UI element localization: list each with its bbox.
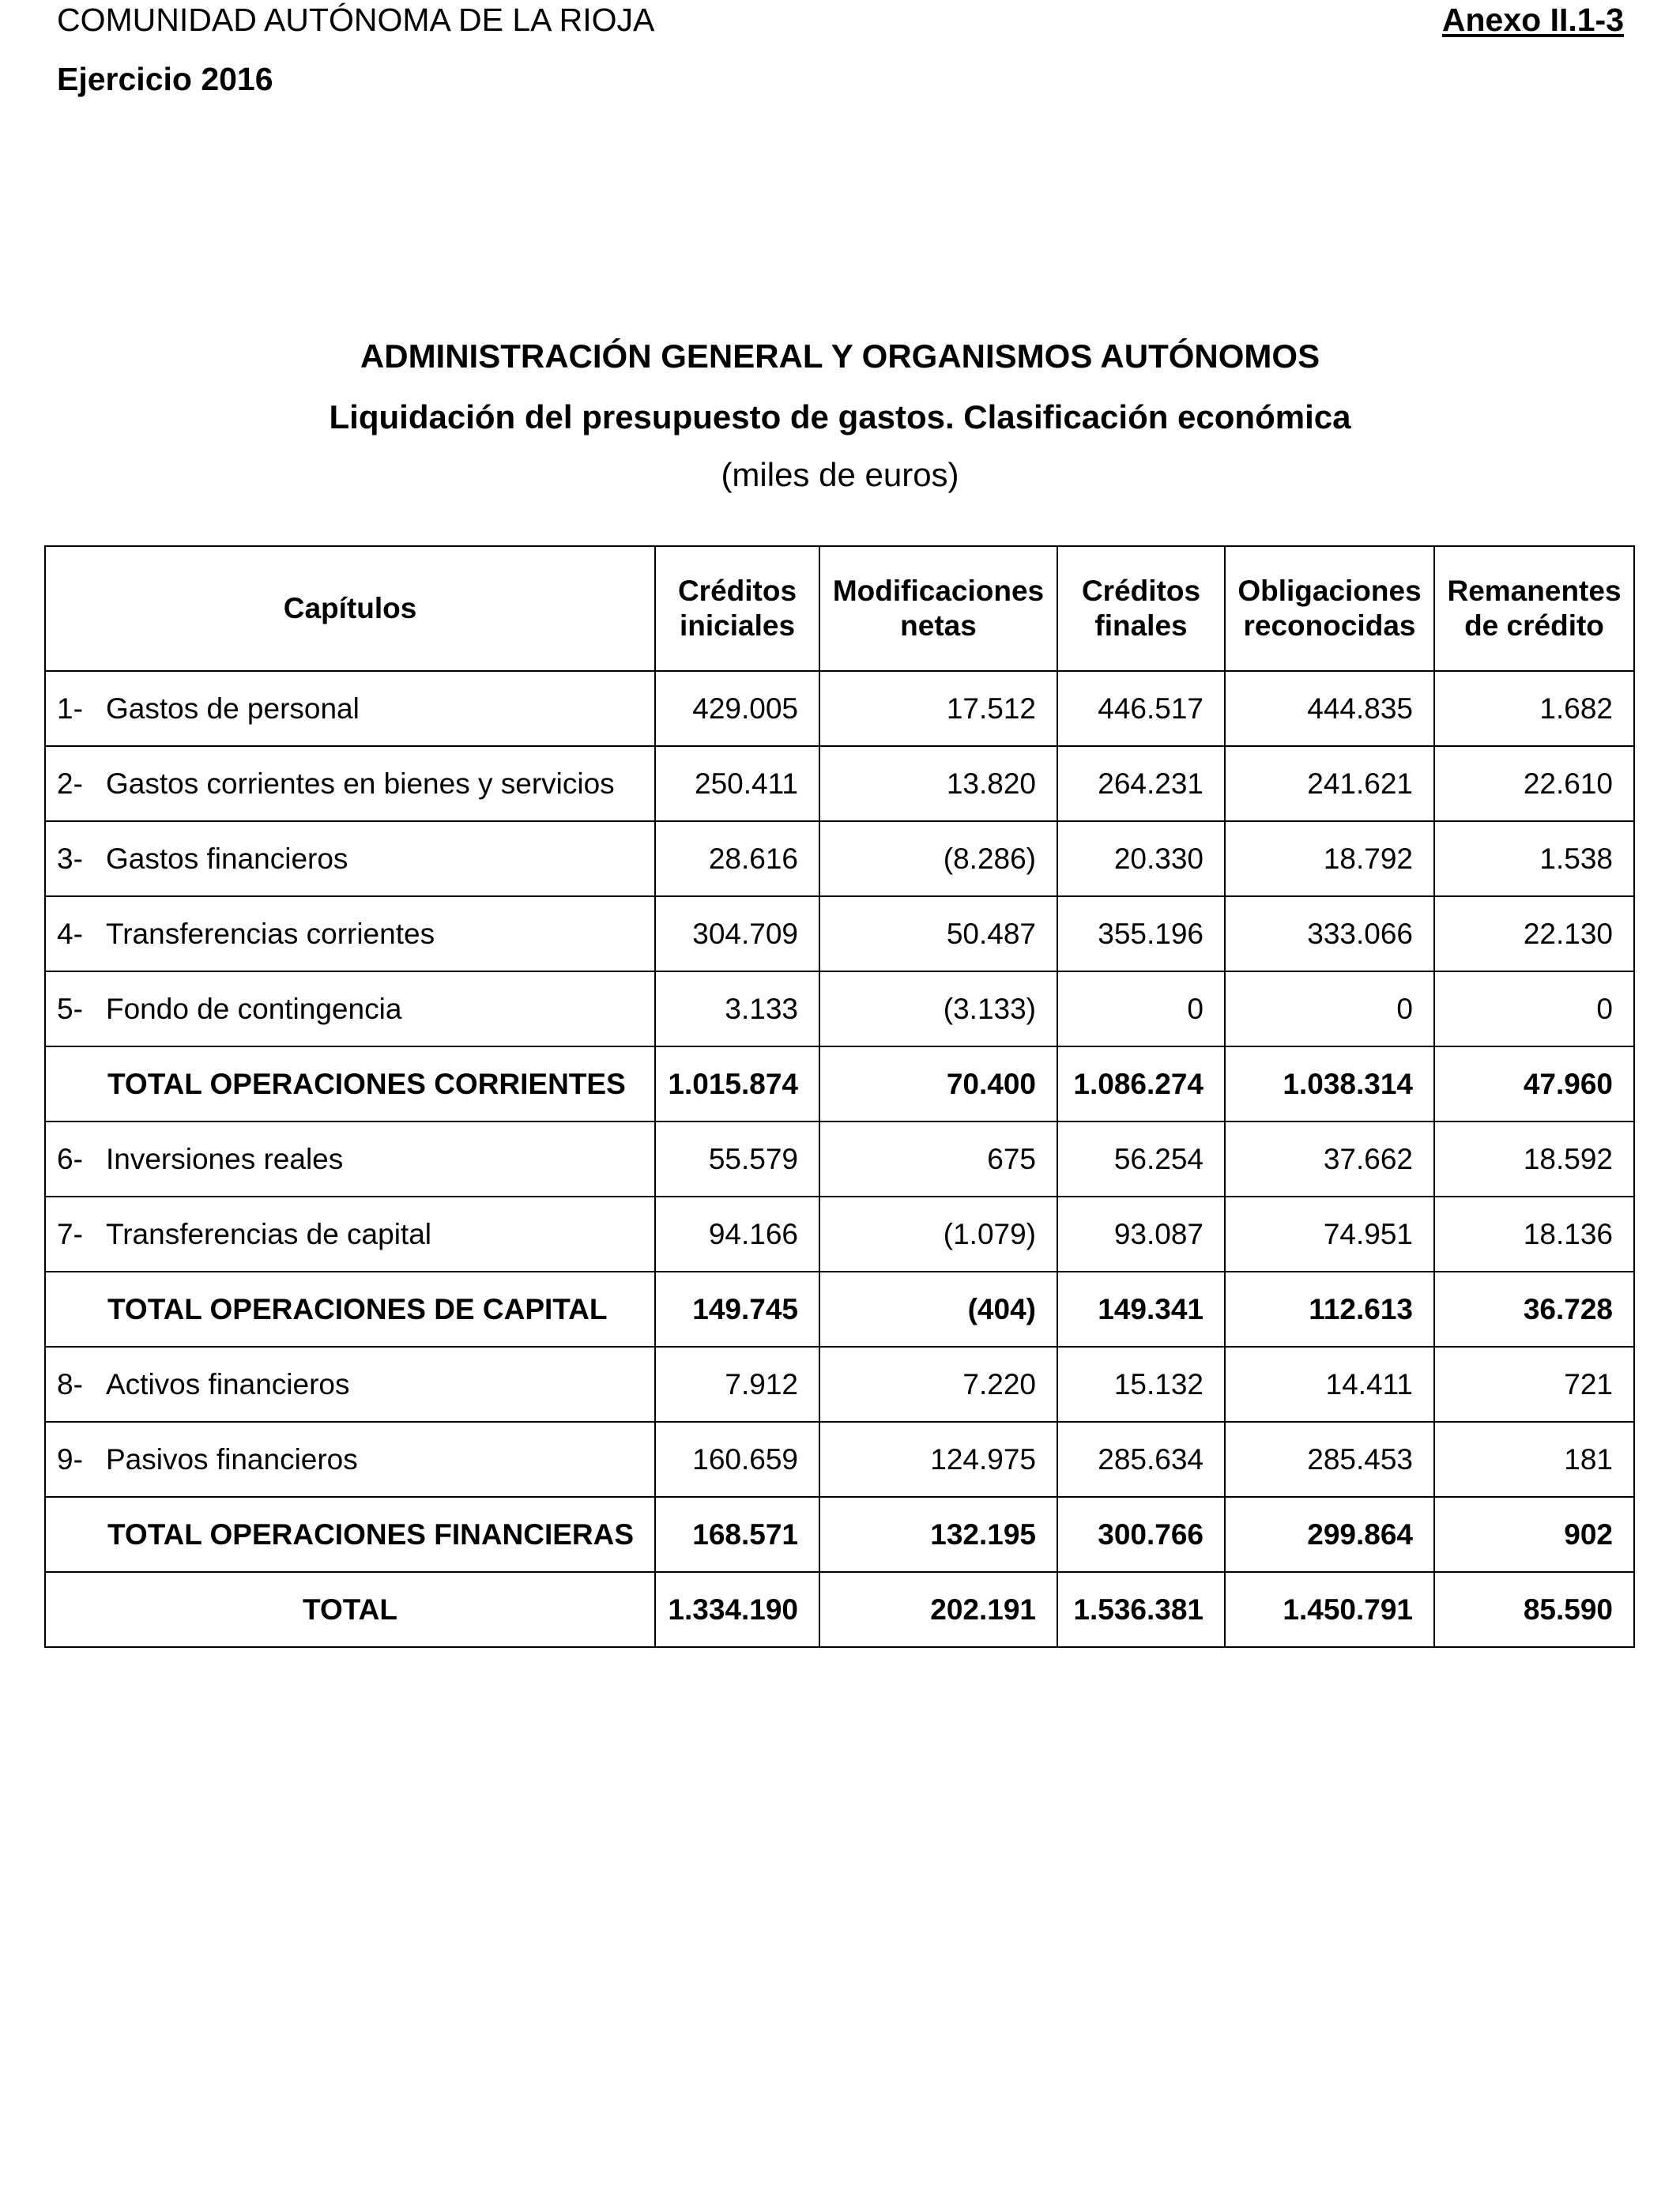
cell-creditos-finales: 20.330 (1057, 821, 1225, 896)
cell-modificaciones-netas: 7.220 (819, 1347, 1057, 1422)
cell-remanentes-de-credito: 22.130 (1434, 896, 1634, 971)
cell-creditos-finales: 149.341 (1057, 1272, 1225, 1347)
cell-creditos-finales: 0 (1057, 971, 1225, 1046)
grand-total-row (45, 1572, 1634, 1647)
cell-obligaciones-reconocidas: 1.450.791 (1225, 1572, 1434, 1647)
chapter-number: 4- (57, 917, 83, 950)
cell-obligaciones-reconocidas: 299.864 (1225, 1497, 1434, 1572)
cell-creditos-iniciales: 94.166 (655, 1197, 819, 1272)
chapter-name: Activos financieros (106, 1367, 350, 1400)
cell-remanentes-de-credito: 18.136 (1434, 1197, 1634, 1272)
cell-modificaciones-netas: 132.195 (819, 1497, 1057, 1572)
table-row (45, 1197, 1634, 1272)
chapter-name: Transferencias de capital (106, 1217, 432, 1250)
cell-creditos-finales: 355.196 (1057, 896, 1225, 971)
cell-modificaciones-netas: (3.133) (819, 971, 1057, 1046)
cell-modificaciones-netas: 50.487 (819, 896, 1057, 971)
cell-obligaciones-reconocidas: 1.038.314 (1225, 1046, 1434, 1122)
row-label (45, 671, 655, 746)
cell-creditos-iniciales: 7.912 (655, 1347, 819, 1422)
document-title: ADMINISTRACIÓN GENERAL Y ORGANISMOS AUTÓNOMOS (360, 337, 1320, 375)
cell-creditos-iniciales: 149.745 (655, 1272, 819, 1347)
chapter-number: 5- (57, 992, 83, 1025)
row-label (45, 1422, 655, 1497)
cell-creditos-finales: 264.231 (1057, 746, 1225, 821)
column-header-creditos-iniciales: Créditos iniciales (655, 546, 819, 671)
cell-creditos-finales: 93.087 (1057, 1197, 1225, 1272)
table-header-row (45, 546, 1634, 671)
cell-creditos-iniciales: 160.659 (655, 1422, 819, 1497)
cell-creditos-finales: 1.086.274 (1057, 1046, 1225, 1122)
cell-modificaciones-netas: 13.820 (819, 746, 1057, 821)
cell-obligaciones-reconocidas: 18.792 (1225, 821, 1434, 896)
cell-remanentes-de-credito: 721 (1434, 1347, 1634, 1422)
cell-remanentes-de-credito: 85.590 (1434, 1572, 1634, 1647)
cell-creditos-iniciales: 250.411 (655, 746, 819, 821)
annex-reference: Anexo II.1-3 (1441, 2, 1624, 38)
row-label (45, 896, 655, 971)
units-note: (miles de euros) (721, 456, 959, 493)
cell-obligaciones-reconocidas: 241.621 (1225, 746, 1434, 821)
cell-modificaciones-netas: 124.975 (819, 1422, 1057, 1497)
row-label (45, 821, 655, 896)
cell-modificaciones-netas: (1.079) (819, 1197, 1057, 1272)
chapter-name: Transferencias corrientes (106, 917, 435, 950)
chapter-number: 6- (57, 1142, 83, 1175)
chapter-number: 8- (57, 1367, 83, 1400)
subtotal-row-financieras (45, 1497, 1634, 1572)
column-header-capitulos: Capítulos (45, 546, 655, 671)
cell-modificaciones-netas: 675 (819, 1122, 1057, 1197)
row-label (45, 1197, 655, 1272)
cell-remanentes-de-credito: 0 (1434, 971, 1634, 1046)
subtotal-row-capital (45, 1272, 1634, 1347)
cell-creditos-iniciales: 304.709 (655, 896, 819, 971)
cell-obligaciones-reconocidas: 37.662 (1225, 1122, 1434, 1197)
table-row (45, 1347, 1634, 1422)
cell-obligaciones-reconocidas: 0 (1225, 971, 1434, 1046)
cell-remanentes-de-credito: 1.682 (1434, 671, 1634, 746)
row-label: TOTAL OPERACIONES FINANCIERAS (45, 1497, 655, 1572)
cell-obligaciones-reconocidas: 74.951 (1225, 1197, 1434, 1272)
chapter-name: Gastos financieros (106, 842, 348, 875)
cell-remanentes-de-credito: 1.538 (1434, 821, 1634, 896)
cell-creditos-iniciales: 1.015.874 (655, 1046, 819, 1122)
cell-modificaciones-netas: (8.286) (819, 821, 1057, 896)
table-row (45, 821, 1634, 896)
chapter-number: 3- (57, 842, 83, 875)
cell-creditos-finales: 56.254 (1057, 1122, 1225, 1197)
cell-creditos-finales: 1.536.381 (1057, 1572, 1225, 1647)
organization-name: COMUNIDAD AUTÓNOMA DE LA RIOJA (57, 2, 655, 38)
cell-creditos-iniciales: 55.579 (655, 1122, 819, 1197)
document-subtitle: Liquidación del presupuesto de gastos. Clasificación económica (329, 398, 1351, 435)
cell-creditos-iniciales: 28.616 (655, 821, 819, 896)
chapter-number: 9- (57, 1442, 83, 1476)
cell-creditos-finales: 285.634 (1057, 1422, 1225, 1497)
row-label: TOTAL OPERACIONES DE CAPITAL (45, 1272, 655, 1347)
table-row (45, 971, 1634, 1046)
cell-obligaciones-reconocidas: 285.453 (1225, 1422, 1434, 1497)
table-row (45, 671, 1634, 746)
cell-creditos-iniciales: 168.571 (655, 1497, 819, 1572)
row-label (45, 746, 655, 821)
cell-remanentes-de-credito: 902 (1434, 1497, 1634, 1572)
table-row (45, 746, 1634, 821)
chapter-name: Fondo de contingencia (106, 992, 402, 1025)
table-row (45, 896, 1634, 971)
column-header-creditos-finales: Créditos finales (1057, 546, 1225, 671)
chapter-name: Gastos de personal (106, 692, 360, 725)
cell-modificaciones-netas: (404) (819, 1272, 1057, 1347)
cell-creditos-iniciales: 429.005 (655, 671, 819, 746)
column-header-modificaciones-netas: Modificaciones netas (819, 546, 1057, 671)
row-label (45, 1347, 655, 1422)
table-row (45, 1122, 1634, 1197)
chapter-name: Gastos corrientes en bienes y servicios (106, 767, 615, 800)
cell-modificaciones-netas: 17.512 (819, 671, 1057, 746)
cell-modificaciones-netas: 70.400 (819, 1046, 1057, 1122)
cell-remanentes-de-credito: 22.610 (1434, 746, 1634, 821)
cell-remanentes-de-credito: 36.728 (1434, 1272, 1634, 1347)
table-row (45, 1422, 1634, 1497)
cell-creditos-finales: 446.517 (1057, 671, 1225, 746)
fiscal-year: Ejercicio 2016 (57, 61, 273, 97)
chapter-number: 2- (57, 767, 83, 800)
chapter-number: 1- (57, 692, 83, 725)
cell-modificaciones-netas: 202.191 (819, 1572, 1057, 1647)
cell-remanentes-de-credito: 181 (1434, 1422, 1634, 1497)
row-label (45, 971, 655, 1046)
budget-table (44, 545, 1635, 1648)
row-label (45, 1122, 655, 1197)
chapter-number: 7- (57, 1217, 83, 1250)
row-label: TOTAL (45, 1572, 655, 1647)
cell-obligaciones-reconocidas: 112.613 (1225, 1272, 1434, 1347)
column-header-remanentes-de-credito: Remanentes de crédito (1434, 546, 1634, 671)
cell-obligaciones-reconocidas: 333.066 (1225, 896, 1434, 971)
cell-obligaciones-reconocidas: 14.411 (1225, 1347, 1434, 1422)
row-label: TOTAL OPERACIONES CORRIENTES (45, 1046, 655, 1122)
cell-creditos-iniciales: 3.133 (655, 971, 819, 1046)
column-header-obligaciones-reconocidas: Obligaciones reconocidas (1225, 546, 1434, 671)
cell-creditos-iniciales: 1.334.190 (655, 1572, 819, 1647)
cell-creditos-finales: 300.766 (1057, 1497, 1225, 1572)
cell-obligaciones-reconocidas: 444.835 (1225, 671, 1434, 746)
cell-remanentes-de-credito: 18.592 (1434, 1122, 1634, 1197)
chapter-name: Pasivos financieros (106, 1442, 358, 1476)
cell-remanentes-de-credito: 47.960 (1434, 1046, 1634, 1122)
chapter-name: Inversiones reales (106, 1142, 344, 1175)
cell-creditos-finales: 15.132 (1057, 1347, 1225, 1422)
subtotal-row-corrientes (45, 1046, 1634, 1122)
